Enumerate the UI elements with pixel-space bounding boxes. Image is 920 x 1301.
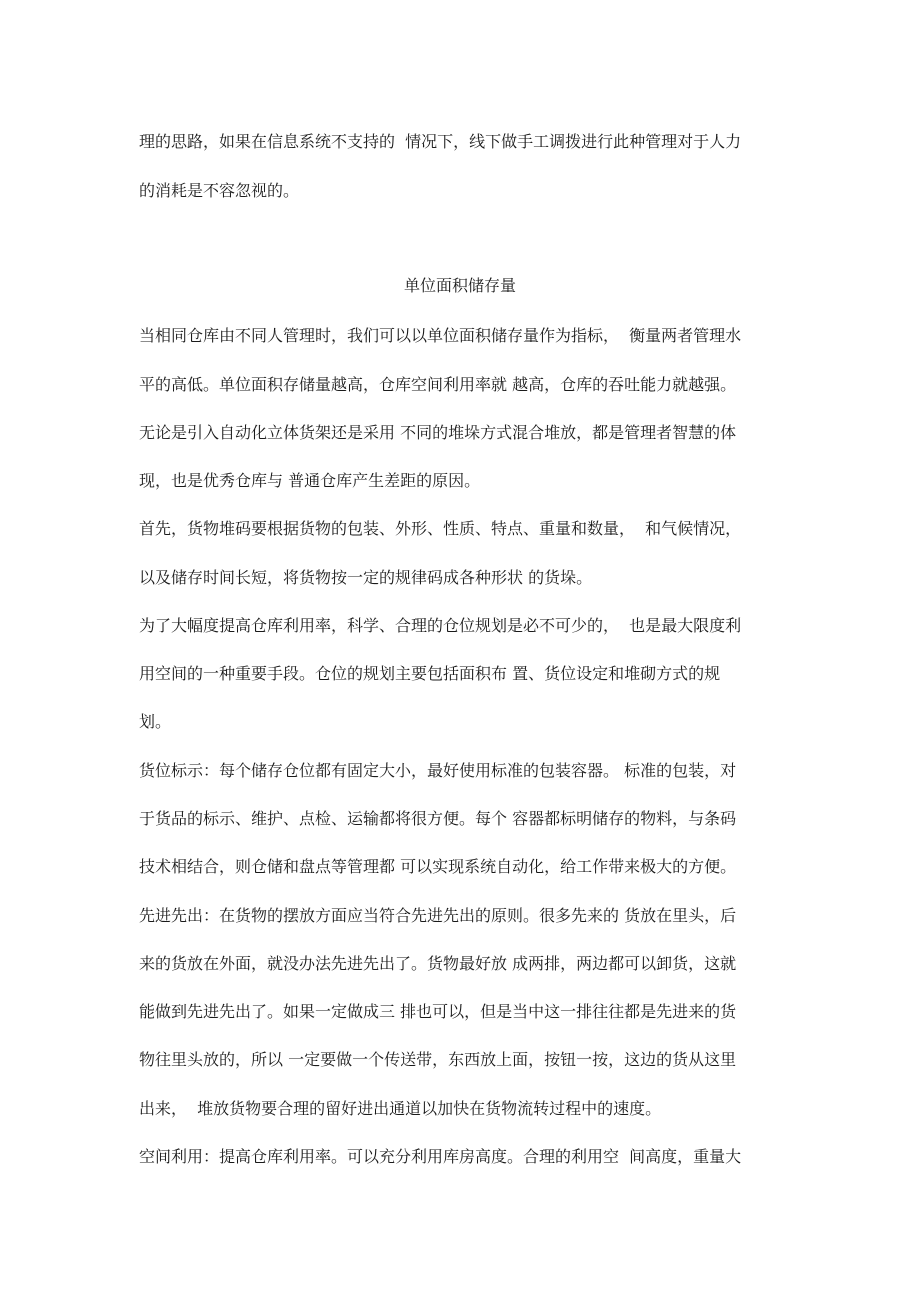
body-line-5: 首先，货物堆码要根据货物的包装、外形、性质、特点、重量和数量， 和气候情况， bbox=[139, 519, 742, 538]
body-line-13: 先进先出：在货物的摆放方面应当符合先进先出的原则。很多先来的 货放在里头，后 bbox=[139, 906, 737, 925]
body-line-10: 货位标示：每个储存仓位都有固定大小，最好使用标准的包装容器。 标准的包装，对 bbox=[139, 761, 737, 780]
body-line-4: 现，也是优秀仓库与 普通仓库产生差距的原因。 bbox=[139, 471, 481, 490]
body-line-6: 以及储存时间长短，将货物按一定的规律码成各种形状 的货垛。 bbox=[139, 568, 593, 587]
body-line-15: 能做到先进先出了。如果一定做成三 排也可以，但是当中这一排往往都是先进来的货 bbox=[139, 1002, 737, 1021]
body-line-2: 平的高低。单位面积存储量越高，仓库空间利用率就 越高，仓库的吞吐能力就越强。 bbox=[139, 375, 737, 394]
body-line-9: 划。 bbox=[139, 712, 172, 731]
body-line-14: 来的货放在外面，就没办法先进先出了。货物最好放 成两排，两边都可以卸货，这就 bbox=[139, 954, 737, 973]
body-line-7: 为了大幅度提高仓库利用率，科学、合理的仓位规划是必不可少的， 也是最大限度利 bbox=[139, 616, 742, 635]
body-line-16: 物往里头放的，所以 一定要做一个传送带，东西放上面，按钮一按，这边的货从这里 bbox=[139, 1050, 737, 1069]
body-line-18: 空间利用：提高仓库利用率。可以充分利用库房高度。合理的利用空 间高度，重量大 bbox=[139, 1147, 742, 1166]
body-line-8: 用空间的一种重要手段。仓位的规划主要包括面积布 置、货位设定和堆砌方式的规 bbox=[139, 664, 721, 683]
section-title: 单位面积储存量 bbox=[403, 276, 516, 295]
body-line-1: 当相同仓库由不同人管理时，我们可以以单位面积储存量作为指标， 衡量两者管理水 bbox=[139, 326, 742, 345]
intro-line-1: 理的思路，如果在信息系统不支持的 情况下，线下做手工调拨进行此种管理对于人力 bbox=[139, 132, 742, 151]
body-line-12: 技术相结合，则仓储和盘点等管理都 可以实现系统自动化，给工作带来极大的方便。 bbox=[139, 857, 737, 876]
intro-line-2: 的消耗是不容忽视的。 bbox=[139, 181, 300, 200]
body-line-17: 出来， 堆放货物要合理的留好进出通道以加快在货物流转过程中的速度。 bbox=[139, 1099, 662, 1118]
body-line-11: 于货品的标示、维护、点检、运输都将很方便。每个 容器都标明储存的物料，与条码 bbox=[139, 809, 737, 828]
body-line-3: 无论是引入自动化立体货架还是采用 不同的堆垛方式混合堆放，都是管理者智慧的体 bbox=[139, 423, 737, 442]
